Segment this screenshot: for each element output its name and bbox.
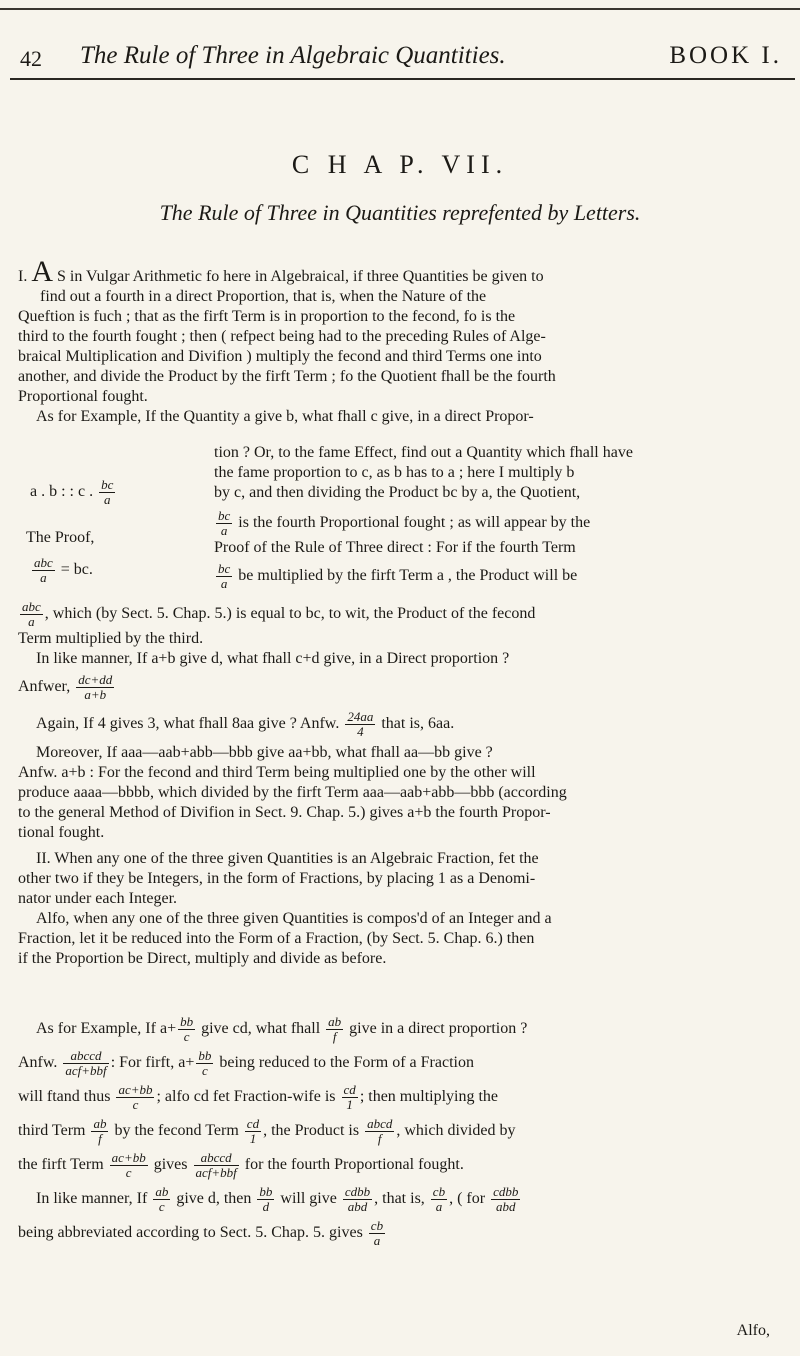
text-line: Alfo, when any one of the three given Quantities is compos'd of an Integer and a (36, 910, 552, 927)
text-line-content: , that is, (374, 1190, 425, 1207)
text-line-content: , the Product is (263, 1122, 360, 1139)
fraction-dcdd-over-apb (76, 673, 114, 702)
numerator: cb (370, 1217, 384, 1233)
numerator: cb (432, 1183, 446, 1199)
text-line-content: As for Example, If a+ (36, 1020, 177, 1037)
numerator: bc (101, 477, 114, 492)
text-line-content: , which divided by (396, 1122, 516, 1139)
denominator: a (28, 614, 35, 629)
text-line-content: give cd, what fhall (201, 1020, 321, 1037)
denominator: f (98, 1130, 102, 1146)
denominator: 1 (249, 1130, 257, 1146)
fraction-cd-over-1 (342, 1083, 358, 1112)
numerator: bb (259, 1183, 273, 1199)
text-line-content: In like manner, If (36, 1190, 148, 1207)
numerator: abccd (63, 1049, 108, 1064)
running-header (20, 40, 790, 76)
denominator: abd (495, 1198, 516, 1214)
chapter-title: C H A P. VII. (291, 150, 509, 179)
denominator: a (435, 1198, 443, 1214)
text-line: Proportional fought. (18, 388, 148, 405)
fraction-acbb-over-c (116, 1083, 154, 1112)
denominator: c (132, 1096, 139, 1112)
text-line-content: be multiplied by the firft Term a , the Product will be (238, 567, 578, 585)
numerator: bb (198, 1047, 212, 1063)
numerator: ac+bb (118, 1081, 153, 1097)
fraction-bb-over-c (178, 1015, 195, 1044)
text-line: Anfw. a+b : For the fecond and third Term being multiplied one by the other will (18, 764, 536, 781)
fraction-bc-over-a (216, 562, 232, 591)
text-line: Queftion is fuch ; that as the firft Term is in proportion to the fecond, fo is the (18, 308, 516, 325)
numerator: cd (343, 1081, 356, 1097)
text-line-content: gives (153, 1156, 188, 1173)
math-line (18, 1080, 778, 1114)
text-line-content: is the fourth Proportional fought ; as will appear by the (238, 514, 591, 532)
fraction-ab-over-f (326, 1015, 343, 1044)
numerator: cdbb (344, 1183, 371, 1199)
numerator: cd (246, 1115, 260, 1131)
text-line (214, 562, 774, 591)
numerator: 24aa (347, 709, 374, 724)
text-line-content: Again, If 4 gives 3, what fhall 8aa give ? Anfw. (36, 715, 340, 733)
fraction-abc-over-a (32, 556, 55, 585)
fraction-abc-over-a (20, 600, 43, 629)
text-line (18, 710, 778, 739)
fraction-abccd-over-acfbbf (63, 1049, 108, 1078)
numerator: ac+bb (111, 1149, 146, 1165)
answer-label: Anfw. (18, 1054, 58, 1071)
top-edge-rule (0, 8, 800, 10)
side-proof-label: The Proof, (26, 529, 95, 546)
text-line-content: the firft Term (18, 1156, 104, 1173)
numerator: abcd (367, 1115, 393, 1131)
fraction-abcd-over-f (365, 1117, 394, 1146)
text-line: Fraction, let it be reduced into the Form of a Fraction, (by Sect. 5. Chap. 6.) then (18, 930, 535, 947)
side-proportion (30, 478, 117, 507)
fraction-cd-over-1 (245, 1117, 261, 1146)
text-line: find out a fourth in a direct Proportion, that is, when the Nature of the (40, 288, 487, 305)
numerator: ab (328, 1013, 342, 1029)
text-line: In like manner, If a+b give d, what fhall c+d give, in a Direct proportion ? (36, 650, 510, 667)
numerator: dc+dd (78, 672, 113, 687)
denominator: a (373, 1232, 381, 1248)
fraction-bb-over-c (196, 1049, 213, 1078)
paragraph-1 (18, 255, 778, 427)
text-line: Moreover, If aaa—aab+abb—bbb give aa+bb, what fhall aa—bb give ? (36, 744, 493, 761)
math-line (18, 1216, 778, 1250)
fraction-cdbb-over-abd (343, 1185, 372, 1214)
fraction-acbb-over-c (110, 1151, 148, 1180)
text-line-content: will ftand thus (18, 1088, 111, 1105)
fraction-ab-over-c (153, 1185, 170, 1214)
text-line-content: give in a direct proportion ? (349, 1020, 528, 1037)
text-line: if the Proportion be Direct, multiply and divide as before. (18, 950, 387, 967)
denominator: a (220, 523, 228, 538)
section-marker: I. (18, 268, 28, 285)
fraction-cb-over-a (369, 1219, 385, 1248)
denominator: c (183, 1028, 190, 1044)
math-line (18, 1182, 778, 1216)
text-line: nator under each Integer. (18, 890, 178, 907)
denominator: f (377, 1130, 382, 1146)
math-line (18, 1046, 778, 1080)
denominator: d (262, 1198, 270, 1214)
text-line: other two if they be Integers, in the form of Fractions, by placing 1 as a Denomi- (18, 870, 536, 887)
math-line (18, 1012, 778, 1046)
text-line-content: give d, then (176, 1190, 252, 1207)
text-line-content: , ( for (449, 1190, 486, 1207)
fraction-bb-over-d (257, 1185, 274, 1214)
numerator: abc (22, 599, 41, 614)
fraction-bc-over-a (99, 478, 115, 507)
fraction-bc-over-a (216, 509, 232, 538)
example-1-conclusion (18, 600, 778, 969)
example-1-body (214, 443, 774, 591)
text-line-content: third Term (18, 1122, 86, 1139)
proportion-text: a . b : : c . (30, 483, 94, 501)
fraction-abccd-over-acfbbf (194, 1151, 239, 1180)
text-line: Proof of the Rule of Three direct : For if the fourth Term (214, 539, 576, 556)
text-line-content: that is, 6aa. (381, 715, 455, 733)
text-line (18, 255, 778, 288)
header-rule (10, 78, 795, 80)
text-line-content: : For firft, a+ (110, 1054, 195, 1071)
fraction-ab-over-f (91, 1117, 108, 1146)
numerator: bc (218, 561, 231, 576)
denominator: abd (347, 1198, 368, 1214)
denominator: acf+bbf (65, 1062, 107, 1078)
text-line-content: for the fourth Proportional fought. (244, 1156, 464, 1173)
chapter-subtitle: The Rule of Three in Quantities reprefented by Letters. (159, 200, 641, 225)
text-line: produce aaaa—bbbb, which divided by the firft Term aaa—aab+abb—bbb (according (18, 784, 567, 801)
text-line: braical Multiplication and Divifion ) multiply the fecond and third Terms one into (18, 348, 542, 365)
numerator: ab (93, 1115, 107, 1131)
text-line: the fame proportion to c, as b has to a ; here I multiply b (214, 464, 575, 481)
text-line-content: will give (280, 1190, 337, 1207)
text-line: by c, and then dividing the Product bc by a, the Quotient, (214, 484, 581, 501)
text-line: tional fought. (18, 824, 105, 841)
drop-cap: A (31, 255, 53, 288)
text-line-content: , which (by Sect. 5. Chap. 5.) is equal to bc, to wit, the Product of the fecond (44, 605, 536, 623)
denominator: acf+bbf (195, 1164, 237, 1180)
denominator: a+b (84, 687, 107, 702)
text-line: As for Example, If the Quantity a give b, what fhall c give, in a direct Propor- (36, 408, 534, 425)
answer-label: Anfwer, (18, 678, 71, 696)
running-title: The Rule of Three in Algebraic Quantities. (80, 42, 506, 69)
text-line-content: by the fecond Term (114, 1122, 239, 1139)
text-line-content: ; then multiplying the (359, 1088, 499, 1105)
denominator: 1 (346, 1096, 353, 1112)
denominator: a (40, 570, 47, 585)
math-line (18, 1114, 778, 1148)
text-line-content: S in Vulgar Arithmetic fo here in Algebraical, if three Quantities be given to (57, 268, 544, 285)
page-number: 42 (20, 46, 42, 71)
fraction-cb-over-a (431, 1185, 447, 1214)
numerator: bb (180, 1013, 194, 1029)
numerator: cdbb (493, 1183, 519, 1199)
text-line (214, 509, 774, 538)
text-line: another, and divide the Product by the firft Term ; fo the Quotient fhall be the fourth (18, 368, 556, 385)
text-line-content: being reduced to the Form of a Fraction (219, 1054, 474, 1071)
text-line: II. When any one of the three given Quantities is an Algebraic Fraction, fet the (36, 850, 539, 867)
text-line-content: ; alfo cd fet Fraction-wife is (156, 1088, 336, 1105)
fraction-24aa-over-4 (345, 710, 375, 739)
book-label: BOOK I. (669, 42, 782, 69)
math-line (18, 1148, 778, 1182)
text-line: Term multiplied by the third. (18, 630, 204, 647)
text-line (18, 673, 778, 702)
text-line: tion ? Or, to the fame Effect, find out a Quantity which fhall have (214, 444, 633, 461)
numerator: bc (218, 508, 231, 523)
text-line-content: being abbreviated according to Sect. 5. Chap. 5. gives (18, 1224, 363, 1241)
denominator: c (158, 1198, 165, 1214)
denominator: 4 (357, 724, 364, 739)
equation-text: = bc. (60, 561, 93, 579)
denominator: c (125, 1164, 132, 1180)
numerator: abccd (194, 1151, 239, 1166)
numerator: ab (155, 1183, 169, 1199)
text-line: to the general Method of Divifion in Sect. 9. Chap. 5.) gives a+b the fourth Propor- (18, 804, 551, 821)
denominator: c (201, 1062, 208, 1078)
text-line: third to the fourth fought ; then ( refpect being had to the preceding Rules of Alge- (18, 328, 546, 345)
text-line (18, 600, 778, 629)
denominator: f (332, 1028, 337, 1044)
fraction-cdbb-over-abd (491, 1185, 520, 1214)
side-proof-equation (30, 556, 93, 585)
denominator: a (103, 492, 111, 507)
catchword: Alfo, (736, 1322, 770, 1339)
denominator: a (220, 576, 228, 591)
numerator: abc (34, 555, 53, 570)
example-5 (18, 1012, 778, 1250)
